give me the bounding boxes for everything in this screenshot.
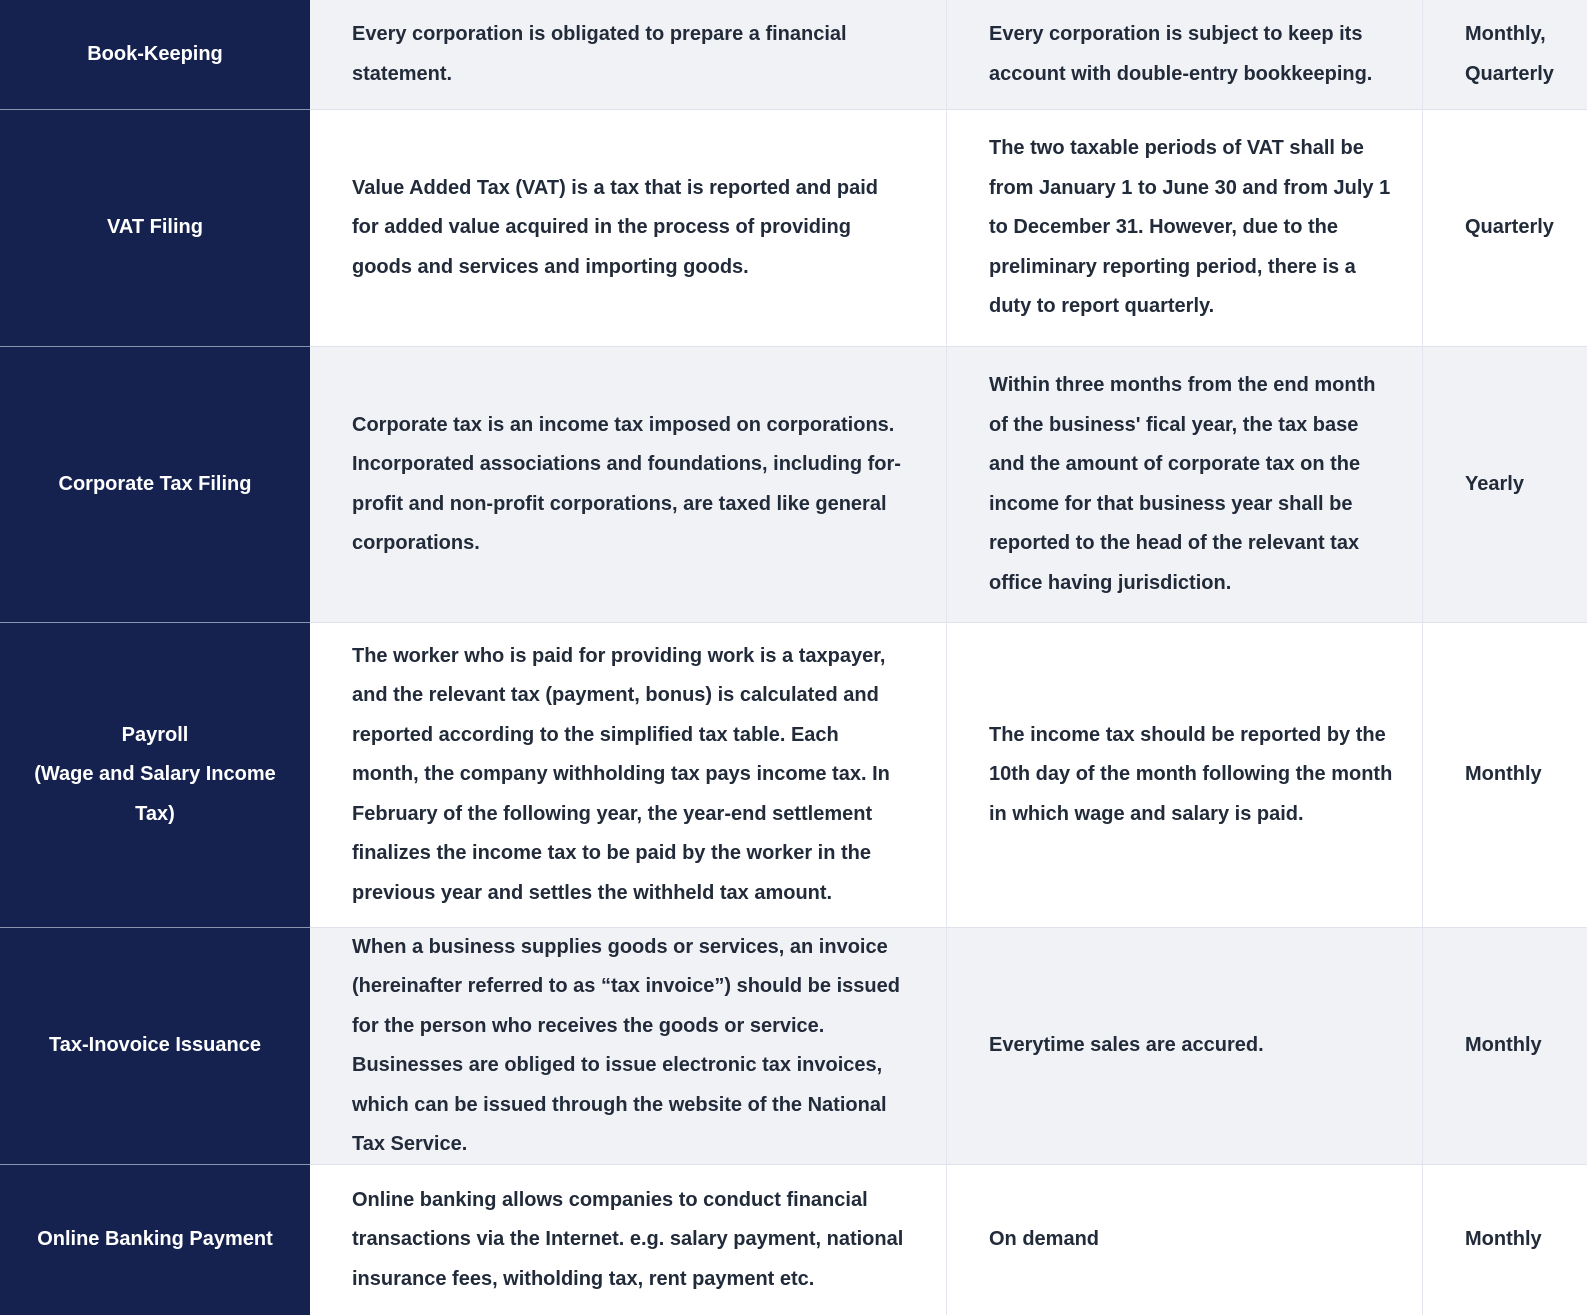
frequency-cell [1423, 0, 1587, 110]
service-frequency: Monthly [1465, 763, 1542, 786]
description-cell [310, 928, 947, 1165]
service-deadline: Within three months from the end month of the business' fical year, the tax base and the amount of corporate tax on the income for that business year shall be reported to the head of the relevant tax office having jurisdiction. [989, 374, 1376, 594]
service-deadline: The two taxable periods of VAT shall be from January 1 to June 30 and from July 1 to December 31. However, due to the preliminary reporting period, there is a duty to report quarterly. [989, 137, 1391, 318]
service-deadline: Every corporation is subject to keep its account with double-entry bookkeeping. [989, 23, 1373, 85]
service-name-cell [0, 1165, 310, 1315]
frequency-cell [1423, 110, 1587, 347]
description-cell [310, 347, 947, 623]
deadline-cell [947, 110, 1423, 347]
deadline-cell [947, 0, 1423, 110]
service-deadline: Everytime sales are accured. [989, 1034, 1264, 1057]
service-frequency: Quarterly [1465, 216, 1554, 239]
service-description: Corporate tax is an income tax imposed on corporations. Incorporated associations and foundations, including for-profit and non-profit corporations, are taxed like general corporations. [352, 413, 901, 554]
deadline-cell [947, 623, 1423, 928]
deadline-cell [947, 928, 1423, 1165]
description-cell [310, 0, 947, 110]
frequency-cell [1423, 623, 1587, 928]
frequency-cell [1423, 1165, 1587, 1315]
deadline-cell [947, 1165, 1423, 1315]
service-name-cell [0, 928, 310, 1165]
service-name: Online Banking Payment [37, 1228, 273, 1251]
service-frequency: Yearly [1465, 472, 1524, 495]
service-name-subtitle: (Wage and Salary Income Tax) [34, 763, 276, 825]
service-name: Corporate Tax Filing [58, 472, 252, 495]
service-name: Tax-Inovoice Issuance [49, 1034, 261, 1057]
frequency-cell [1423, 928, 1587, 1165]
service-deadline: On demand [989, 1228, 1100, 1251]
service-name: Payroll [121, 723, 189, 746]
description-cell [310, 1165, 947, 1315]
service-frequency: Monthly [1465, 1228, 1542, 1251]
service-name-cell [0, 623, 310, 928]
description-cell [310, 623, 947, 928]
service-description: The worker who is paid for providing work is a taxpayer, and the relevant tax (payment, bonus) is calculated and reported according to the simplified tax table. Each month, the company withholding tax pays income tax. In February of the following year, the year-end settlement finalizes the income tax to be paid by the worker in the previous year and settles the withheld tax amount. [352, 644, 890, 904]
service-name: Book-Keeping [87, 42, 223, 65]
deadline-cell [947, 347, 1423, 623]
service-name: VAT Filing [107, 216, 203, 239]
service-description: Every corporation is obligated to prepare a financial statement. [352, 23, 847, 85]
service-name-cell [0, 347, 310, 623]
service-frequency: Monthly [1465, 1034, 1542, 1057]
frequency-cell [1423, 347, 1587, 623]
service-frequency: Monthly, Quarterly [1465, 23, 1554, 85]
description-cell [310, 110, 947, 347]
service-description: Online banking allows companies to conduct financial transactions via the Internet. e.g. salary payment, national insurance fees, witholding tax, rent payment etc. [352, 1188, 904, 1290]
service-description: Value Added Tax (VAT) is a tax that is reported and paid for added value acquired in the process of providing goods and services and importing goods. [352, 176, 879, 278]
service-deadline: The income tax should be reported by the 10th day of the month following the month in which wage and salary is paid. [989, 723, 1393, 825]
service-description: When a business supplies goods or services, an invoice (hereinafter referred to as “tax invoice”) should be issued for the person who receives the goods or service. Businesses are obliged to issue electronic tax invoices, which can be issued through the website of the National Tax Service. [352, 935, 900, 1155]
service-name-cell [0, 110, 310, 347]
service-name-cell [0, 0, 310, 110]
